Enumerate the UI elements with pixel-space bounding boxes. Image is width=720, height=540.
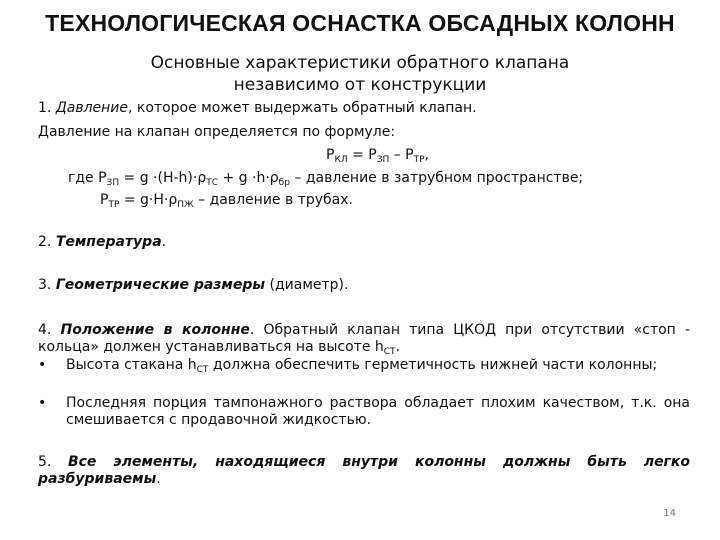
formula-tr-mid: = g·H·ρ (119, 192, 178, 208)
item-4-term: Положение в колонне (60, 322, 250, 338)
subtitle-line-1: Основные характеристики обратного клапана (150, 53, 570, 73)
formula-tr-pre: Р (100, 192, 109, 208)
item-3-post: (диаметр). (265, 277, 349, 293)
formula-tr-sub2: ПЖ (177, 200, 194, 210)
formula-zp-mid: = g ·(H-h)·ρ (119, 170, 207, 186)
item-5-number: 5. (38, 454, 68, 470)
item-3 (38, 277, 348, 293)
bullet-1-text (66, 357, 690, 374)
item-3-number: 3. (38, 277, 56, 293)
page-number: 14 (663, 508, 676, 519)
formula-main-a-sub: КЛ (334, 155, 348, 165)
item-4-bullet-2 (38, 395, 690, 429)
formula-zp-pre: где Р (68, 170, 107, 186)
item-2-term: Температура (55, 234, 162, 250)
item-5-post: . (156, 471, 161, 487)
formula-main-d: , (424, 147, 429, 163)
formula-main-a: Р (326, 147, 335, 163)
item-3-term: Геометрические размеры (55, 277, 266, 293)
bullet-icon: • (38, 357, 47, 373)
formula-main-c-sub: ТР (413, 155, 425, 165)
item-1-term: Давление (55, 100, 129, 116)
item-4 (38, 322, 690, 356)
formula-zp-post: – давление в затрубном пространстве; (289, 170, 584, 186)
subtitle-line-2: независимо от конструкции (233, 75, 487, 95)
formula-main-b: = Р (347, 147, 377, 163)
item-2-post: . (161, 234, 167, 250)
item-4-number: 4. (38, 322, 61, 338)
formula-zp-sub2: ТС (206, 178, 219, 188)
item-4-text: . Обратный клапан типа ЦКОД при отсутствии «стоп - кольца» должен устанавливаться на высоте h (38, 322, 690, 355)
item-4-end: . (395, 339, 401, 355)
item-4-sub: СТ (383, 347, 396, 357)
item-1-formula-intro: Давление на клапан определяется по формуле: (38, 124, 396, 140)
item-5 (38, 454, 690, 488)
formula-tr-post: – давление в трубах. (193, 192, 353, 208)
item-2 (38, 234, 166, 250)
formula-main-c: – Р (389, 147, 414, 163)
bullet-1-sub: СТ (196, 365, 209, 375)
formula-main (326, 147, 429, 163)
item-5-term: Все элементы, находящиеся внутри колонны должны быть легко разбуриваемы (38, 454, 690, 487)
slide-title: ТЕХНОЛОГИЧЕСКАЯ ОСНАСТКА ОБСАДНЫХ КОЛОНН (45, 10, 675, 36)
bullet-1-pre: Высота стакана h (66, 357, 197, 373)
slide-subtitle (0, 52, 720, 96)
formula-zp-mid2: + g ·h·ρ (218, 170, 279, 186)
formula-annulus-pressure (68, 170, 583, 186)
item-1-number: 1. (38, 100, 56, 116)
bullet-icon: • (38, 395, 47, 411)
formula-main-b-sub: ЗП (376, 155, 390, 165)
item-4-bullet-1 (38, 357, 690, 374)
item-1-text: , которое может выдержать обратный клапан. (128, 100, 477, 116)
formula-zp-sub1: ЗП (106, 178, 120, 188)
item-1-heading (38, 100, 477, 116)
formula-tr-sub1: ТР (108, 200, 120, 210)
formula-pipe-pressure (100, 192, 353, 208)
bullet-1-post: должна обеспечить герметичность нижней части колонны; (208, 357, 658, 373)
item-2-number: 2. (38, 234, 56, 250)
formula-zp-sub3: бр (278, 178, 290, 188)
bullet-2-text: Последняя порция тампонажного раствора обладает плохим качеством, т.к. она смешивается с продавочной жидкостью. (66, 395, 690, 428)
